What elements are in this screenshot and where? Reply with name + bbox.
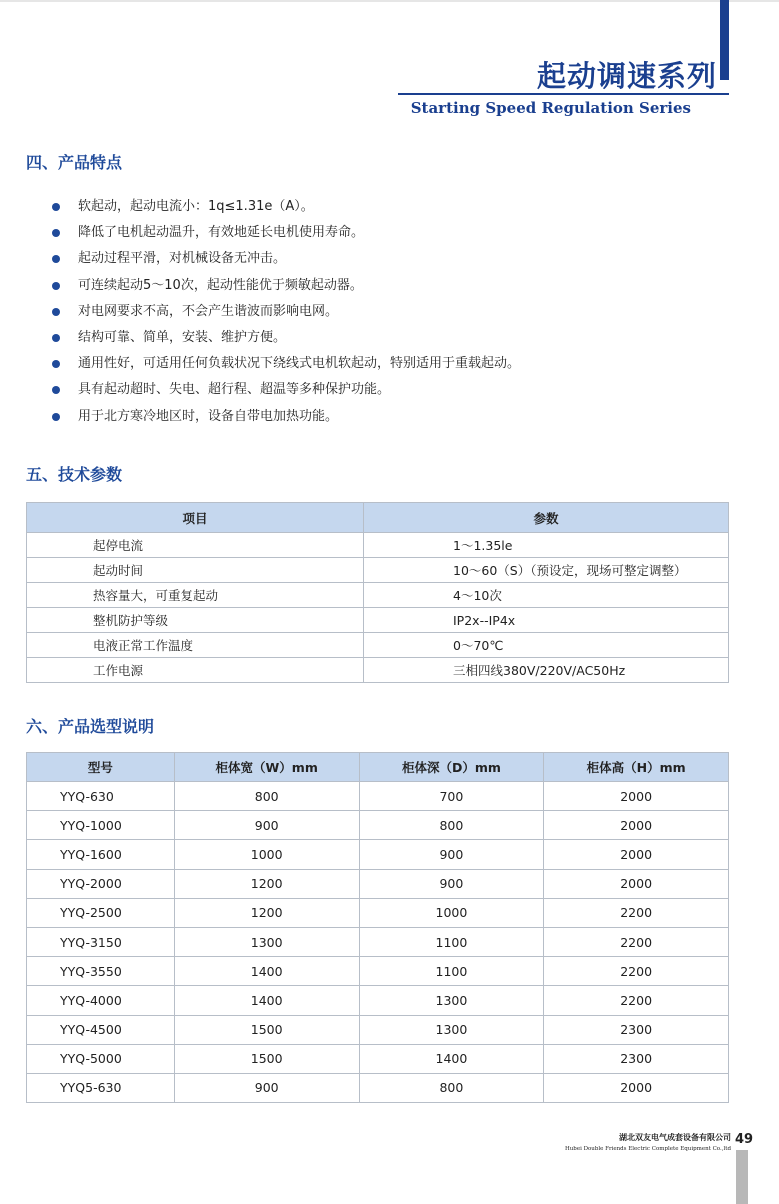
value-cell: IP2x--IP4x <box>364 608 729 633</box>
depth-cell: 1400 <box>359 1044 544 1073</box>
width-cell: 1000 <box>174 840 359 869</box>
height-cell: 2000 <box>544 840 729 869</box>
feature-text: 可连续起动5～10次，起动性能优于频敏起动器。 <box>78 277 363 293</box>
header-cell: 柜体高（H）mm <box>544 753 729 782</box>
item-cell: 整机防护等级 <box>27 608 364 633</box>
models-heading: 六、产品选型说明 <box>26 717 155 736</box>
height-cell: 2000 <box>544 782 729 811</box>
value-cell: 三相四线380V/220V/AC50Hz <box>364 658 729 683</box>
bullet-icon <box>52 229 60 237</box>
model-cell: YYQ-630 <box>27 782 175 811</box>
model-cell: YYQ-5000 <box>27 1044 175 1073</box>
table-row <box>27 898 729 927</box>
height-cell: 2300 <box>544 1015 729 1044</box>
item-cell: 起停电流 <box>27 533 364 558</box>
model-cell: YYQ-2000 <box>27 869 175 898</box>
model-cell: YYQ-4000 <box>27 986 175 1015</box>
header-rule <box>398 93 729 95</box>
model-cell: YYQ-4500 <box>27 1015 175 1044</box>
model-cell: YYQ-1600 <box>27 840 175 869</box>
table-row <box>27 782 729 811</box>
feature-text: 对电网要求不高，不会产生谐波而影响电网。 <box>78 303 339 319</box>
table-header-row <box>27 753 729 782</box>
depth-cell: 700 <box>359 782 544 811</box>
item-cell: 工作电源 <box>27 658 364 683</box>
top-divider <box>0 0 779 2</box>
header-cell: 参数 <box>364 503 729 533</box>
list-item <box>52 194 520 220</box>
item-cell: 起动时间 <box>27 558 364 583</box>
table-row <box>27 869 729 898</box>
features-heading: 四、产品特点 <box>26 153 123 172</box>
height-cell: 2200 <box>544 957 729 986</box>
bullet-icon <box>52 203 60 211</box>
table-row <box>27 811 729 840</box>
model-cell: YYQ-2500 <box>27 898 175 927</box>
table-row <box>27 533 729 558</box>
footer-accent-bar <box>736 1150 748 1204</box>
table-row <box>27 658 729 683</box>
width-cell: 900 <box>174 1073 359 1102</box>
header-cell: 柜体宽（W）mm <box>174 753 359 782</box>
table-row <box>27 957 729 986</box>
height-cell: 2200 <box>544 898 729 927</box>
list-item <box>52 404 520 430</box>
page-number: 49 <box>735 1132 754 1147</box>
bullet-icon <box>52 282 60 290</box>
table-row <box>27 986 729 1015</box>
model-cell: YYQ-3150 <box>27 927 175 956</box>
width-cell: 1200 <box>174 869 359 898</box>
feature-text: 降低了电机起动温升，有效地延长电机使用寿命。 <box>78 225 365 241</box>
depth-cell: 1000 <box>359 898 544 927</box>
list-item <box>52 377 520 403</box>
feature-text: 软起动，起动电流小：1q≤1.31e（A）。 <box>78 199 314 214</box>
height-cell: 2000 <box>544 811 729 840</box>
list-item <box>52 220 520 246</box>
bullet-icon <box>52 386 60 394</box>
depth-cell: 800 <box>359 811 544 840</box>
height-cell: 2000 <box>544 1073 729 1102</box>
page-subtitle: Starting Speed Regulation Series <box>410 99 691 117</box>
header-cell: 型号 <box>27 753 175 782</box>
list-item <box>52 246 520 272</box>
feature-list <box>52 194 520 430</box>
table-row <box>27 583 729 608</box>
table-row <box>27 1015 729 1044</box>
list-item <box>52 273 520 299</box>
table-row <box>27 1044 729 1073</box>
feature-text: 具有起动超时、失电、超行程、超温等多种保护功能。 <box>78 382 391 398</box>
value-cell: 0～70℃ <box>364 633 729 658</box>
list-item <box>52 325 520 351</box>
height-cell: 2300 <box>544 1044 729 1073</box>
table-row <box>27 1073 729 1102</box>
table-row <box>27 633 729 658</box>
height-cell: 2200 <box>544 986 729 1015</box>
value-cell: 1～1.35le <box>364 533 729 558</box>
model-selection-table <box>26 752 729 1103</box>
depth-cell: 1300 <box>359 986 544 1015</box>
depth-cell: 1300 <box>359 1015 544 1044</box>
height-cell: 2200 <box>544 927 729 956</box>
table-header-row <box>27 503 729 533</box>
table-row <box>27 558 729 583</box>
feature-text: 结构可靠、简单，安装、维护方便。 <box>78 329 287 345</box>
depth-cell: 900 <box>359 869 544 898</box>
list-item <box>52 351 520 377</box>
depth-cell: 800 <box>359 1073 544 1102</box>
list-item <box>52 299 520 325</box>
item-cell: 热容量大，可重复起动 <box>27 583 364 608</box>
header-accent-bar <box>720 0 729 80</box>
tech-params-table <box>26 502 729 683</box>
header-cell: 项目 <box>27 503 364 533</box>
feature-text: 起动过程平滑，对机械设备无冲击。 <box>78 251 287 267</box>
width-cell: 800 <box>174 782 359 811</box>
bullet-icon <box>52 413 60 421</box>
depth-cell: 900 <box>359 840 544 869</box>
model-cell: YYQ-1000 <box>27 811 175 840</box>
footer-company-en: Hubei Double Friends Electric Complete Equipment Co.,ltd <box>564 1146 731 1152</box>
value-cell: 10～60（S）（预设定，现场可整定调整） <box>364 558 729 583</box>
width-cell: 900 <box>174 811 359 840</box>
depth-cell: 1100 <box>359 927 544 956</box>
height-cell: 2000 <box>544 869 729 898</box>
feature-text: 通用性好，可适用任何负载状况下绕线式电机软起动，特别适用于重载起动。 <box>78 356 521 372</box>
width-cell: 1300 <box>174 927 359 956</box>
table-row <box>27 927 729 956</box>
width-cell: 1500 <box>174 1044 359 1073</box>
model-cell: YYQ-3550 <box>27 957 175 986</box>
table-row <box>27 608 729 633</box>
value-cell: 4～10次 <box>364 583 729 608</box>
footer-company-cn: 湖北双友电气成套设备有限公司 <box>619 1133 731 1142</box>
width-cell: 1200 <box>174 898 359 927</box>
header-cell: 柜体深（D）mm <box>359 753 544 782</box>
width-cell: 1400 <box>174 986 359 1015</box>
width-cell: 1400 <box>174 957 359 986</box>
model-cell: YYQ5-630 <box>27 1073 175 1102</box>
table-row <box>27 840 729 869</box>
tech-heading: 五、技术参数 <box>26 465 123 484</box>
bullet-icon <box>52 360 60 368</box>
bullet-icon <box>52 308 60 316</box>
depth-cell: 1100 <box>359 957 544 986</box>
page-title: 起动调速系列 <box>536 59 717 93</box>
item-cell: 电液正常工作温度 <box>27 633 364 658</box>
bullet-icon <box>52 334 60 342</box>
bullet-icon <box>52 255 60 263</box>
feature-text: 用于北方寒冷地区时，设备自带电加热功能。 <box>78 408 339 424</box>
width-cell: 1500 <box>174 1015 359 1044</box>
